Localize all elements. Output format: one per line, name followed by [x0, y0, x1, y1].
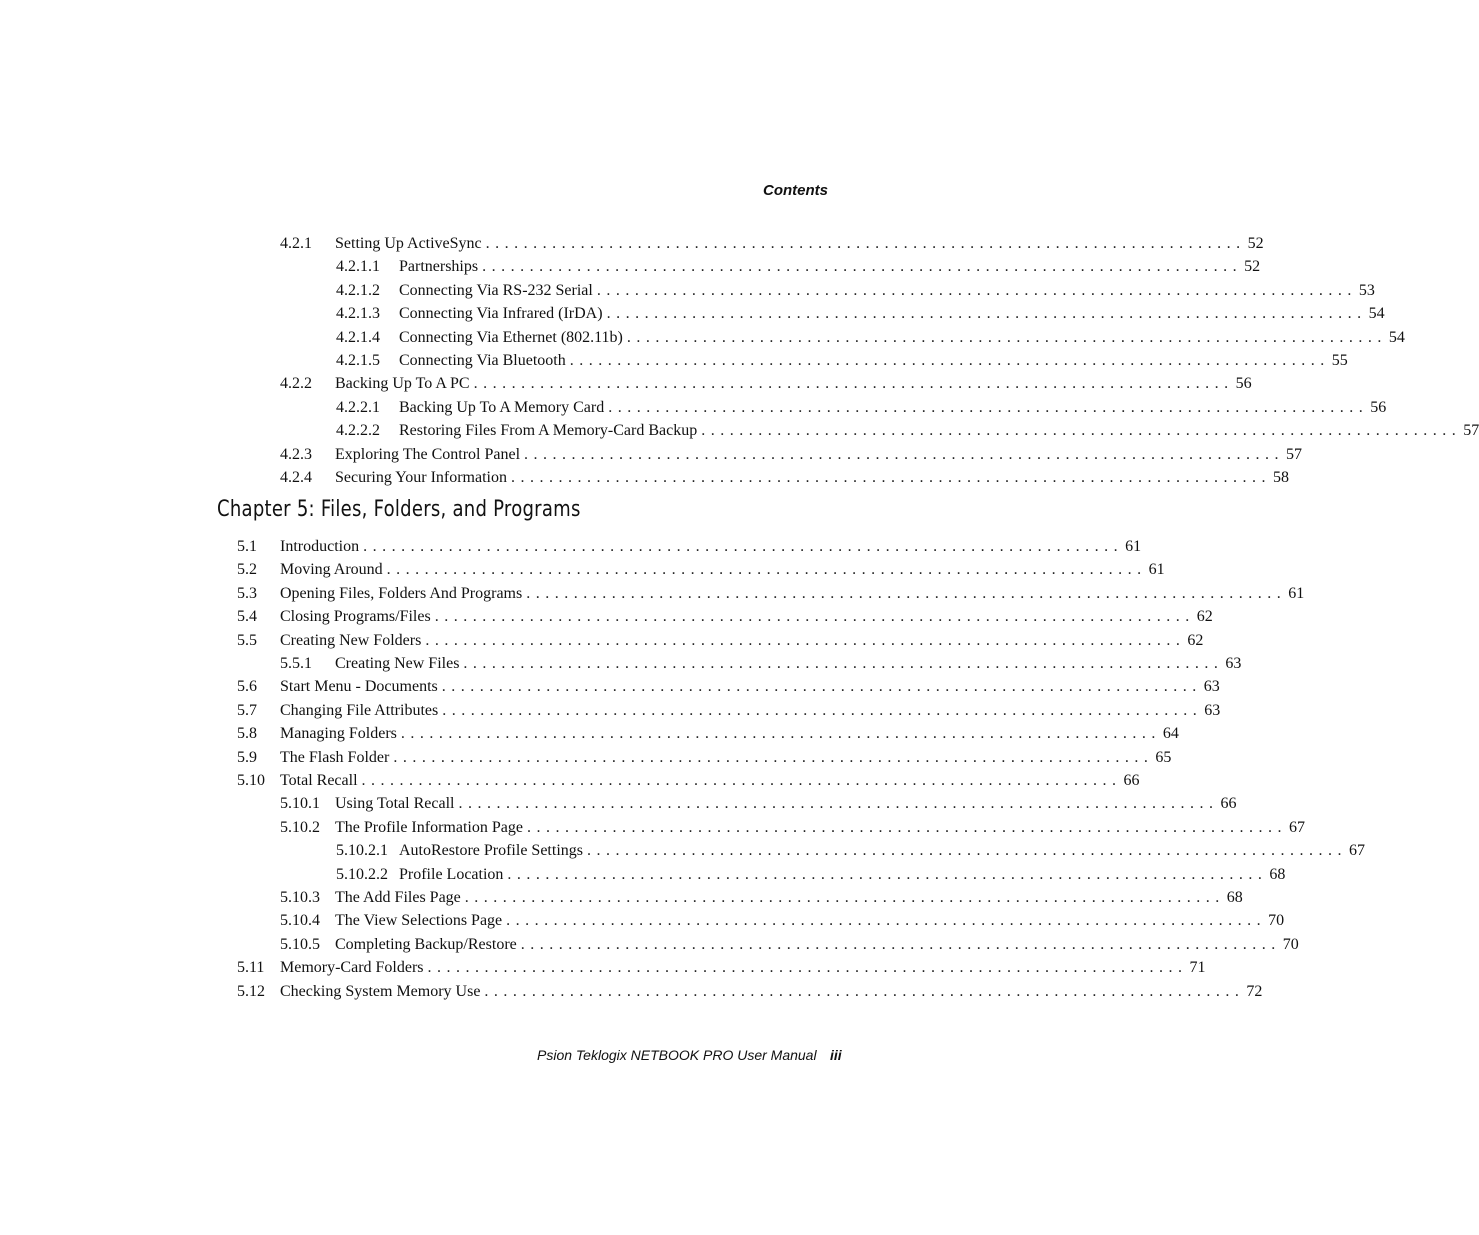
- toc-entry-title: The Flash Folder: [280, 747, 393, 769]
- dot-leader: ................................................................................: [473, 375, 1234, 393]
- toc-entry-title: The Profile Information Page: [335, 817, 527, 839]
- toc-entry-number: 5.10.5: [280, 935, 320, 953]
- toc-entry-title: Restoring Files From A Memory-Card Backup: [399, 420, 701, 442]
- toc-entry-title: Introduction: [280, 536, 363, 558]
- toc-entry-number: 4.2.3: [280, 445, 312, 463]
- toc-entry-number: 5.2: [237, 561, 257, 579]
- toc-entry-page: 72: [1244, 981, 1262, 1003]
- toc-entry[interactable]: [0, 793, 1237, 815]
- toc-entry[interactable]: [0, 887, 1243, 909]
- toc-entry-page: 67: [1347, 840, 1365, 862]
- toc-entry[interactable]: [0, 327, 1405, 349]
- dot-leader: ................................................................................: [425, 631, 1186, 649]
- toc-entry-title: Exploring The Control Panel: [335, 444, 524, 466]
- toc-entry-page: 53: [1357, 280, 1375, 302]
- toc-entry-number: 4.2.1.5: [336, 352, 380, 369]
- toc-entry-page: 57: [1284, 444, 1302, 466]
- toc-entry-page: 56: [1234, 373, 1252, 395]
- toc-entry-title: Connecting Via Bluetooth: [399, 350, 570, 372]
- dot-leader: ................................................................................: [701, 422, 1462, 440]
- toc-entry-page: 61: [1123, 536, 1141, 558]
- toc-entry[interactable]: [0, 397, 1387, 419]
- toc-entry[interactable]: [0, 957, 1206, 979]
- toc-entry-title: Connecting Via Infrared (IrDA): [399, 303, 607, 325]
- toc-entry-title: Creating New Files: [335, 653, 463, 675]
- toc-entry-page: 54: [1387, 327, 1405, 349]
- dot-leader: ................................................................................: [520, 935, 1281, 953]
- toc-entry[interactable]: [0, 770, 1140, 792]
- toc-entry-number: 4.2.2.2: [336, 422, 380, 440]
- toc-entry-number: 5.11: [237, 959, 265, 977]
- dot-leader: ................................................................................: [442, 701, 1203, 719]
- toc-entry-page: 66: [1122, 770, 1140, 792]
- toc-entry[interactable]: [0, 817, 1305, 839]
- dot-leader: ................................................................................: [526, 818, 1287, 836]
- toc-entry-title: Using Total Recall: [335, 793, 458, 815]
- toc-entry[interactable]: [0, 233, 1264, 255]
- toc-entry-number: 5.6: [237, 678, 257, 696]
- toc-entry-number: 4.2.1: [280, 235, 312, 252]
- toc-entry-page: 68: [1267, 864, 1285, 886]
- toc-entry[interactable]: [0, 630, 1204, 652]
- toc-entry-number: 4.2.4: [280, 469, 312, 486]
- toc-entry-title: Backing Up To A Memory Card: [399, 397, 608, 419]
- dot-leader: ................................................................................: [464, 889, 1225, 906]
- toc-entry-number: 5.10.2: [280, 818, 320, 836]
- toc-entry-page: 58: [1271, 467, 1289, 489]
- dot-leader: ................................................................................: [484, 982, 1245, 1000]
- dot-leader: ................................................................................: [361, 772, 1122, 789]
- toc-entry[interactable]: [0, 934, 1299, 956]
- toc-entry-page: 52: [1242, 256, 1260, 278]
- toc-entry-page: 56: [1368, 397, 1386, 419]
- toc-entry-number: 5.10: [237, 772, 265, 789]
- toc-entry-page: 62: [1185, 630, 1203, 652]
- toc-entry-number: 4.2.2: [280, 375, 312, 393]
- toc-entry-title: Partnerships: [399, 256, 482, 278]
- toc-entry-page: 64: [1161, 723, 1179, 745]
- dot-leader: ................................................................................: [363, 538, 1124, 555]
- toc-entry-page: 52: [1246, 233, 1264, 255]
- toc-entry-title: Opening Files, Folders And Programs: [280, 583, 526, 605]
- toc-entry-number: 5.10.2.1: [336, 842, 388, 860]
- toc-entry-title: Total Recall: [280, 770, 362, 792]
- dot-leader: ................................................................................: [524, 445, 1285, 463]
- dot-leader: ................................................................................: [586, 842, 1347, 860]
- toc-entry-title: Closing Programs/Files: [280, 606, 435, 628]
- dot-leader: ................................................................................: [400, 725, 1161, 743]
- toc-entry-page: 63: [1223, 653, 1241, 675]
- toc-entry-number: 5.10.4: [280, 912, 320, 930]
- toc-entry-page: 55: [1330, 350, 1348, 372]
- toc-entry-page: 61: [1286, 583, 1304, 605]
- toc-entry-number: 4.2.1.3: [336, 305, 380, 323]
- toc-entry[interactable]: [0, 910, 1285, 932]
- toc-entry-number: 5.5.1: [280, 655, 312, 672]
- toc-entry[interactable]: [0, 981, 1263, 1003]
- toc-entry-page: 57: [1461, 420, 1479, 442]
- toc-entry-number: 4.2.1.4: [336, 328, 380, 346]
- toc-entry-number: 5.4: [237, 608, 257, 626]
- dot-leader: ................................................................................: [506, 912, 1267, 930]
- toc-entry-page: 63: [1202, 700, 1220, 722]
- toc-entry-title: Moving Around: [280, 559, 387, 581]
- footer-page-number: iii: [830, 1047, 842, 1063]
- toc-entry[interactable]: [0, 747, 1172, 769]
- toc-entry-number: 5.10.3: [280, 889, 320, 906]
- toc-entry-page: 70: [1266, 910, 1284, 932]
- dot-leader: ................................................................................: [596, 281, 1357, 299]
- toc-entry[interactable]: [0, 723, 1179, 745]
- toc-entry-title: Securing Your Information: [335, 467, 511, 489]
- toc-entry-page: 66: [1218, 793, 1236, 815]
- toc-entry[interactable]: [0, 256, 1261, 278]
- dot-leader: ................................................................................: [608, 398, 1369, 416]
- toc-entry[interactable]: [0, 373, 1252, 395]
- dot-leader: ................................................................................: [434, 608, 1195, 626]
- toc-entry-title: Creating New Folders: [280, 630, 425, 652]
- toc-entry-title: Managing Folders: [280, 723, 401, 745]
- toc-entry-title: The View Selections Page: [335, 910, 506, 932]
- toc-entry-page: 68: [1225, 887, 1243, 909]
- dot-leader: ................................................................................: [626, 328, 1387, 346]
- toc-entry-number: 5.8: [237, 725, 257, 743]
- dot-leader: ................................................................................: [482, 258, 1243, 276]
- dot-leader: ................................................................................: [606, 305, 1367, 323]
- toc-entry-title: The Add Files Page: [335, 887, 465, 909]
- toc-entry-title: Checking System Memory Use: [280, 981, 484, 1003]
- toc-entry-page: 54: [1367, 303, 1385, 325]
- page-header: Contents: [763, 182, 828, 199]
- toc-entry-title: Changing File Attributes: [280, 700, 442, 722]
- toc-entry-number: 5.10.1: [280, 795, 320, 813]
- toc-entry-page: 71: [1188, 957, 1206, 979]
- dot-leader: ................................................................................: [427, 959, 1188, 977]
- toc-entry[interactable]: [0, 840, 1365, 862]
- dot-leader: ................................................................................: [441, 678, 1202, 696]
- dot-leader: ................................................................................: [569, 352, 1330, 369]
- toc-entry[interactable]: [0, 536, 1142, 558]
- toc-entry-number: 5.5: [237, 631, 257, 649]
- toc-entry-title: Completing Backup/Restore: [335, 934, 521, 956]
- toc-entry[interactable]: [0, 420, 1479, 442]
- toc-entry-title: Start Menu - Documents: [280, 676, 442, 698]
- toc-entry[interactable]: [0, 559, 1165, 581]
- toc-entry-page: 62: [1195, 606, 1213, 628]
- toc-entry[interactable]: [0, 467, 1289, 489]
- toc-entry-number: 5.7: [237, 701, 257, 719]
- toc-entry[interactable]: [0, 280, 1375, 302]
- toc-entry-title: Profile Location: [399, 864, 507, 886]
- dot-leader: ................................................................................: [386, 561, 1147, 579]
- toc-entry[interactable]: [0, 864, 1286, 886]
- toc-entry[interactable]: [0, 653, 1242, 675]
- footer-manual-title: Psion Teklogix NETBOOK PRO User Manual: [537, 1047, 817, 1063]
- toc-entry-page: 65: [1153, 747, 1171, 769]
- dot-leader: ................................................................................: [507, 865, 1268, 883]
- toc-entry-page: 67: [1287, 817, 1305, 839]
- dot-leader: ................................................................................: [485, 235, 1246, 252]
- dot-leader: ................................................................................: [458, 795, 1219, 813]
- toc-entry-page: 70: [1281, 934, 1299, 956]
- toc-entry-title: Connecting Via Ethernet (802.11b): [399, 327, 627, 349]
- toc-entry-title: AutoRestore Profile Settings: [399, 840, 587, 862]
- dot-leader: ................................................................................: [526, 584, 1287, 602]
- dot-leader: ................................................................................: [463, 655, 1224, 672]
- toc-entry-title: Backing Up To A PC: [335, 373, 474, 395]
- toc-entry-number: 4.2.1.1: [336, 258, 380, 276]
- dot-leader: ................................................................................: [510, 469, 1271, 486]
- toc-entry-number: 4.2.2.1: [336, 398, 380, 416]
- chapter-heading: Chapter 5: Files, Folders, and Programs: [217, 497, 581, 522]
- toc-entry-number: 5.12: [237, 982, 265, 1000]
- toc-entry[interactable]: [0, 303, 1385, 325]
- toc-entry-title: Connecting Via RS-232 Serial: [399, 280, 597, 302]
- toc-entry-number: 5.1: [237, 538, 257, 555]
- toc-entry[interactable]: [0, 606, 1213, 628]
- dot-leader: ................................................................................: [393, 748, 1154, 766]
- toc-entry-title: Memory-Card Folders: [280, 957, 428, 979]
- toc-entry-number: 5.9: [237, 748, 257, 766]
- toc-entry-title: Setting Up ActiveSync: [335, 233, 486, 255]
- toc-entry-number: 4.2.1.2: [336, 281, 380, 299]
- toc-entry-number: 5.3: [237, 584, 257, 602]
- toc-entry-page: 63: [1202, 676, 1220, 698]
- toc-entry[interactable]: [0, 700, 1221, 722]
- toc-entry-number: 5.10.2.2: [336, 865, 388, 883]
- toc-entry[interactable]: [0, 583, 1305, 605]
- toc-entry[interactable]: [0, 350, 1348, 372]
- toc-entry[interactable]: [0, 676, 1220, 698]
- toc-entry-page: 61: [1147, 559, 1165, 581]
- toc-entry[interactable]: [0, 444, 1303, 466]
